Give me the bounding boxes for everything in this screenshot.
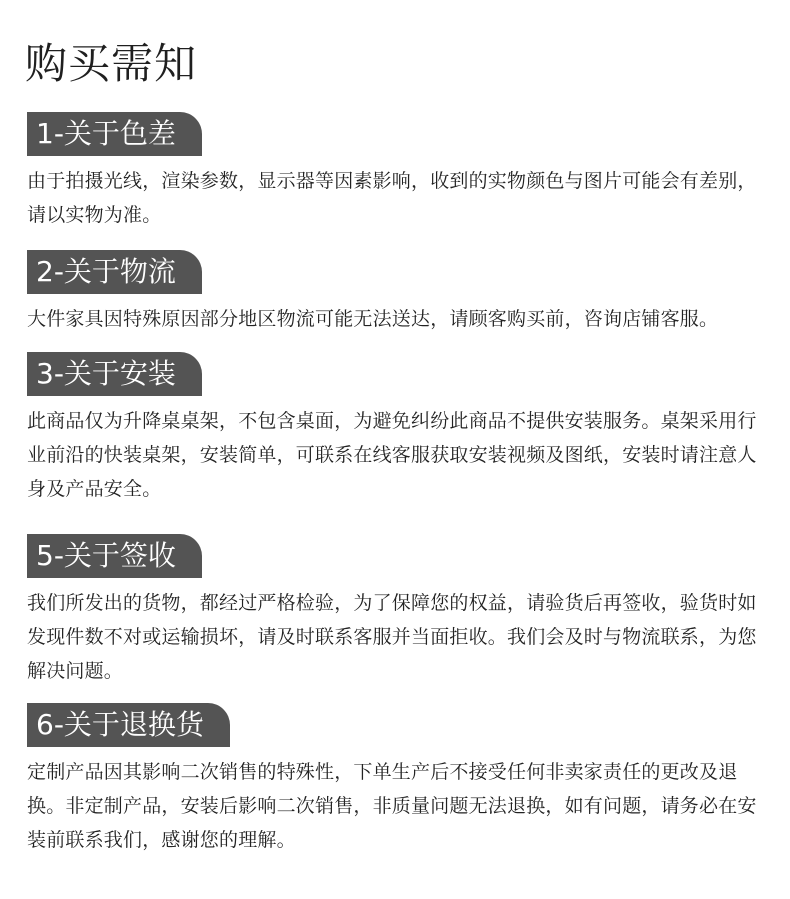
section-heading-logistics: 2-关于物流 — [27, 250, 202, 294]
page-title: 购买需知 — [25, 39, 198, 88]
section-body-receipt: 我们所发出的货物，都经过严格检验，为了保障您的权益，请验货后再签收，验货时如发现件数不对或运输损坏，请及时联系客服并当面拒收。我们会及时与物流联系，为您解决问题。 — [27, 592, 757, 682]
section-heading-installation: 3-关于安装 — [27, 352, 202, 396]
section-body-returns: 定制产品因其影响二次销售的特殊性，下单生产后不接受任何非卖家责任的更改及退换。非定制产品，安装后影响二次销售，非质量问题无法退换，如有问题，请务必在安装前联系我们，感谢您的理解。 — [27, 761, 757, 851]
section-body-logistics: 大件家具因特殊原因部分地区物流可能无法送达，请顾客购买前，咨询店铺客服。 — [27, 308, 719, 330]
section-heading-color-difference: 1-关于色差 — [27, 112, 202, 156]
section-body-color-difference: 由于拍摄光线，渲染参数，显示器等因素影响，收到的实物颜色与图片可能会有差别，请以实物为准。 — [27, 170, 757, 226]
section-heading-returns: 6-关于退换货 — [27, 703, 230, 747]
section-body-installation: 此商品仅为升降桌桌架，不包含桌面，为避免纠纷此商品不提供安装服务。桌架采用行业前沿的快装桌架，安装简单，可联系在线客服获取安装视频及图纸，安装时请注意人身及产品安全。 — [27, 410, 757, 500]
section-heading-receipt: 5-关于签收 — [27, 534, 202, 578]
